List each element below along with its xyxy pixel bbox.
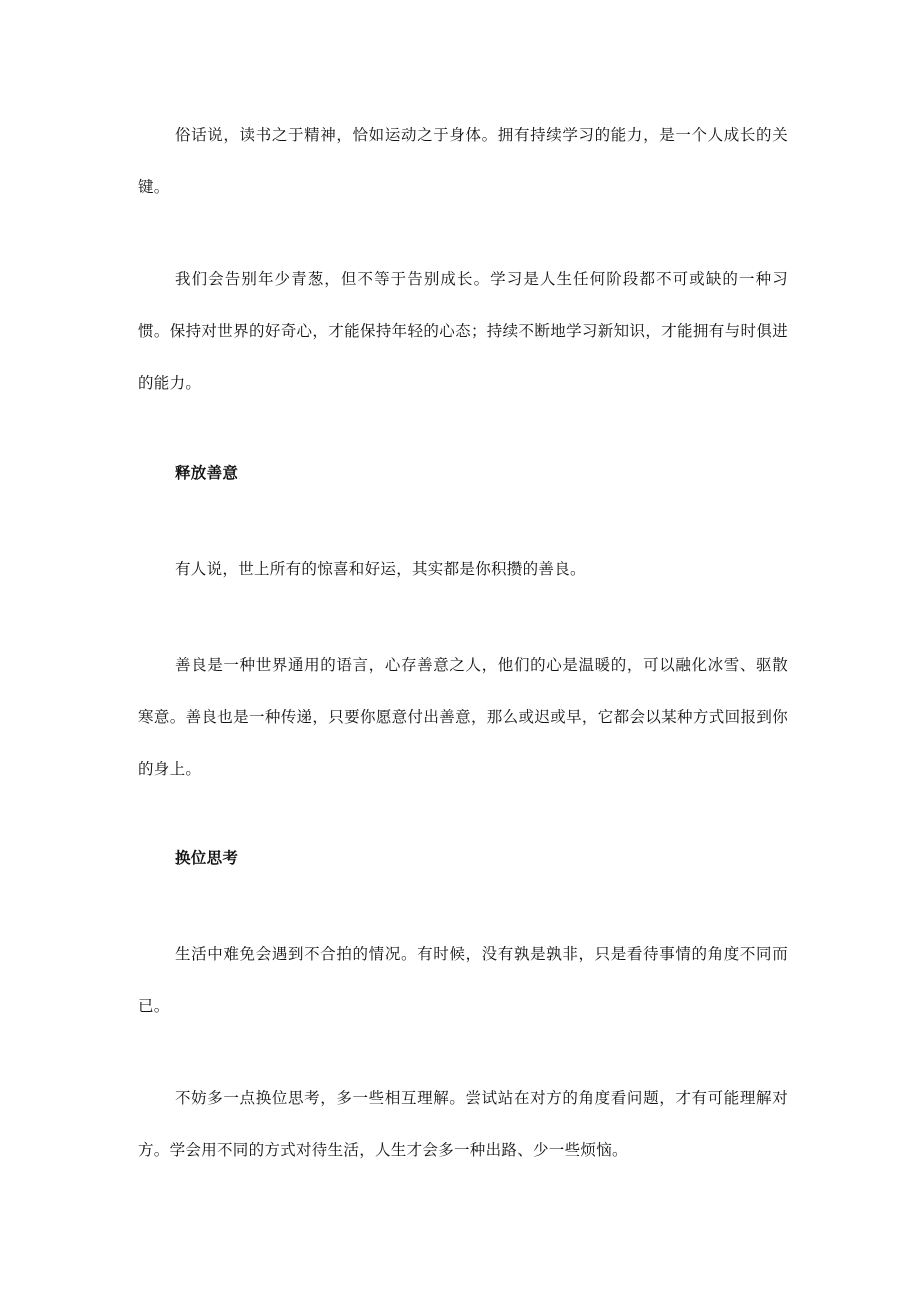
paragraph-kindness-language: 善良是一种世界通用的语言，心存善意之人，他们的心是温暖的，可以融化冰雪、驱散寒意。善良也是一种传递，只要你愿意付出善意，那么或迟或早，它都会以某种方式回报到你的身上。 xyxy=(138,656,788,778)
heading-release-kindness: 释放善意 xyxy=(175,464,239,482)
paragraph-mutual-understanding: 不妨多一点换位思考，多一些相互理解。尝试站在对方的角度看问题，才有可能理解对方。学会用不同的方式对待生活，人生才会多一种出路、少一些烦恼。 xyxy=(138,1089,788,1159)
paragraph-lifelong-learning: 我们会告别年少青葱，但不等于告别成长。学习是人生任何阶段都不可或缺的一种习惯。保持对世界的好奇心，才能保持年轻的心态；持续不断地学习新知识，才能拥有与时俱进的能力。 xyxy=(138,270,788,392)
heading-perspective-taking: 换位思考 xyxy=(175,849,239,867)
paragraph-life-differences: 生活中难免会遇到不合拍的情况。有时候，没有孰是孰非，只是看待事情的角度不同而已。 xyxy=(138,945,788,1015)
paragraph-kindness-luck: 有人说，世上所有的惊喜和好运，其实都是你积攒的善良。 xyxy=(175,560,586,578)
paragraph-reading-growth: 俗话说，读书之于精神，恰如运动之于身体。拥有持续学习的能力，是一个人成长的关键。 xyxy=(138,126,788,196)
